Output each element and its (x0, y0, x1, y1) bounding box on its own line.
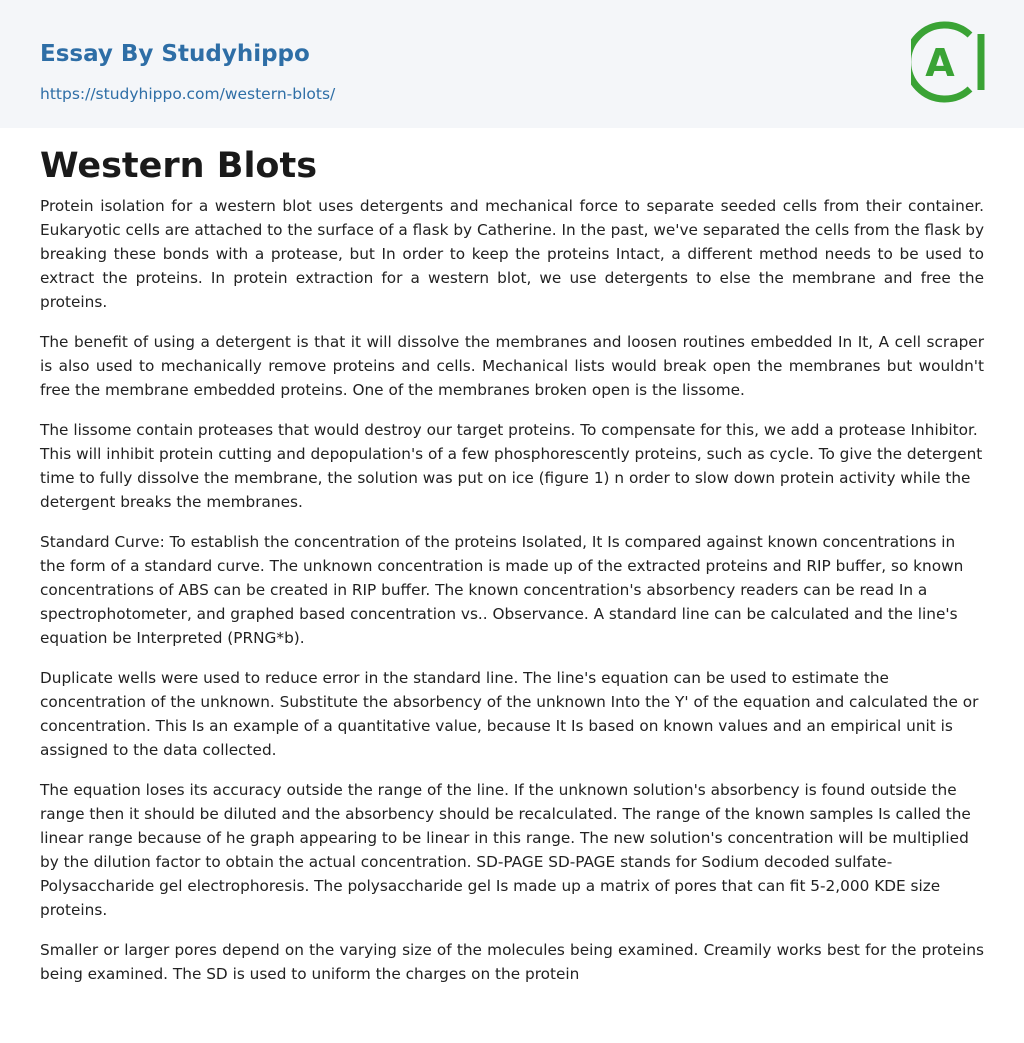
article-paragraph-7: Smaller or larger pores depend on the varying size of the molecules being examined. Creamily works best for the proteins being examined. The SD is used to uniform the charges on the protein (40, 941, 984, 983)
article-paragraph-4: Standard Curve: To establish the concentration of the proteins Isolated, It Is compared against known concentrations in the form of a standard curve. The unknown concentration is made up of the extracted proteins and RIP buffer, so known concentrations of ABS can be created in RIP buffer. The known concentration's absorbency readers can be read In a spectrophotometer, and graphed based concentration vs.. Observance. A standard line can be calculated and the line's equation be Interpreted (PRNG*b). (40, 533, 964, 647)
studyhippo-logo-icon[interactable] (911, 18, 987, 106)
essay-url-link[interactable]: https://studyhippo.com/western-blots/ (40, 85, 336, 103)
article-paragraph-5: Duplicate wells were used to reduce error in the standard line. The line's equation can be used to estimate the concentration of the unknown. Substitute the absorbency of the unknown Into the Y' of the equation and calculated the or concentration. This Is an example of a quantitative value, because It Is based on known values and an empirical unit is assigned to the data collected. (40, 669, 979, 759)
site-header (0, 0, 1024, 128)
article-paragraph-3: The lissome contain proteases that would destroy our target proteins. To compensate for this, we add a protease Inhibitor. This will inhibit protein cutting and depopulation's of a few phosphorescently proteins, such as cycle. To give the detergent time to fully dissolve the membrane, the solution was put on ice (figure 1) n order to slow down protein activity while the detergent breaks the membranes. (40, 421, 983, 511)
article (40, 144, 984, 1002)
logo-letter: A (925, 41, 955, 85)
article-paragraph-1: Protein isolation for a western blot uses detergents and mechanical force to separate seeded cells from their container. Eukaryotic cells are attached to the surface of a flask by Catherine. In the past, we've separated the cells from the flask by breaking these bonds with a protease, but In order to keep the proteins Intact, a different method needs to be used to extract the proteins. In protein extraction for a western blot, we use detergents to else the membrane and free the proteins. (40, 197, 984, 311)
article-title: Western Blots (40, 146, 318, 186)
article-paragraph-2: The benefit of using a detergent is that it will dissolve the membranes and loosen routines embedded In It, A cell scraper is also used to mechanically remove proteins and cells. Mechanical lists would break open the membranes but wouldn't free the membrane embedded proteins. One of the membranes broken open is the lissome. (40, 333, 984, 399)
article-paragraph-6: The equation loses its accuracy outside the range of the line. If the unknown solution's absorbency is found outside the range then it should be diluted and the absorbency should be recalculated. The range of the known samples Is called the linear range because of he graph appearing to be linear in this range. The new solution's concentration will be multiplied by the dilution factor to obtain the actual concentration. SD-PAGE SD-PAGE stands for Sodium decoded sulfate- Polysaccharide gel electrophoresis. The polysaccharide gel Is made up a matrix of pores that can fit 5-2,000 KDE size proteins. (40, 781, 971, 919)
site-brand[interactable]: Essay By Studyhippo (40, 41, 310, 67)
